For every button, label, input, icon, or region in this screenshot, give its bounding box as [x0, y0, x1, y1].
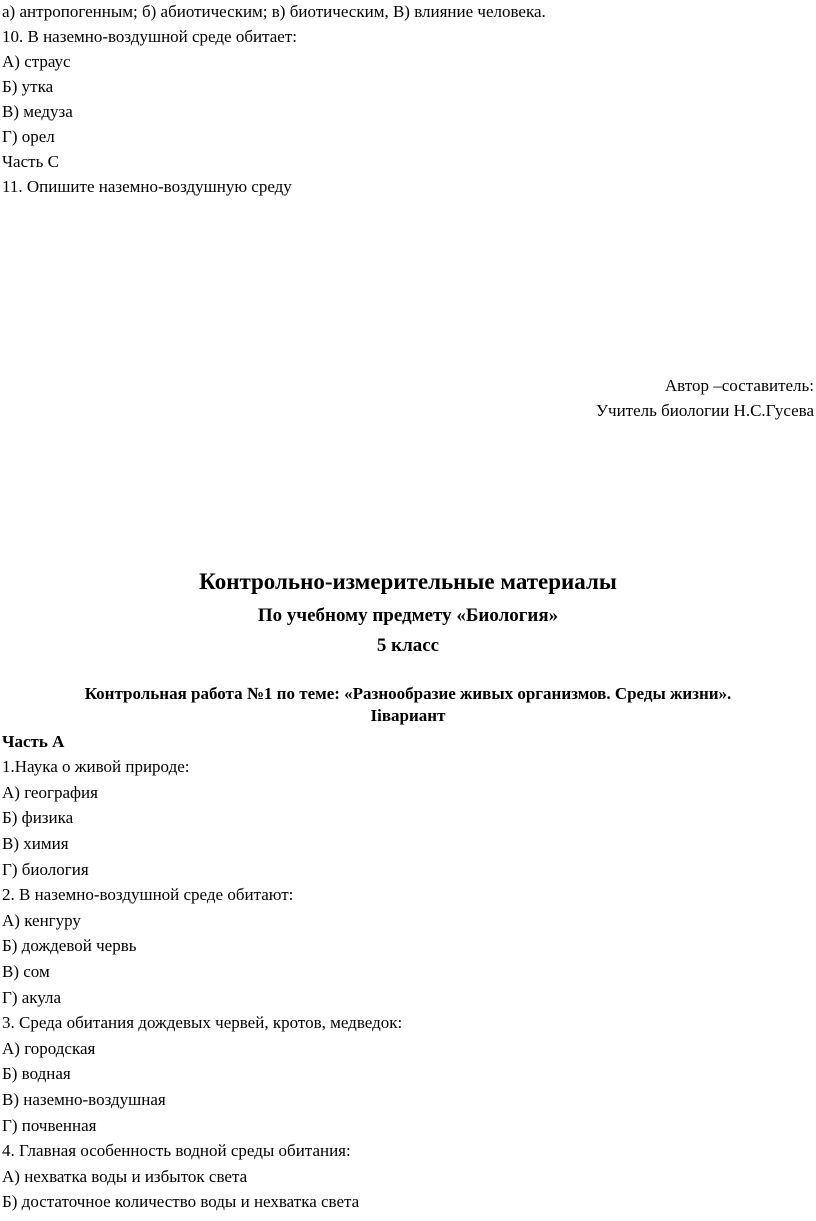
q10-option-d: Г) орел: [2, 127, 55, 146]
document-title: Контрольно-измерительные материалы: [199, 569, 617, 594]
answer-options-line: а) антропогенным; б) абиотическим; в) биотическим, В) влияние человека.: [2, 2, 546, 21]
question-2: 2. В наземно-воздушной среде обитают:: [2, 885, 294, 904]
part-c-heading: Часть С: [2, 152, 59, 171]
q2-option-c: В) сом: [2, 962, 50, 981]
q2-option-d: Г) акула: [2, 988, 62, 1007]
q1-option-d: Г) биология: [2, 860, 89, 879]
q3-option-a: А) городская: [2, 1039, 96, 1058]
q10-option-c: В) медуза: [2, 102, 73, 121]
author-label: Автор –составитель:: [664, 376, 814, 395]
q2-option-a: А) кенгуру: [2, 911, 81, 930]
grade-title: 5 класс: [376, 635, 440, 656]
q2-option-b: Б) дождевой червь: [2, 936, 137, 955]
q1-option-c: В) химия: [2, 834, 69, 853]
q10-option-b: Б) утка: [2, 77, 54, 96]
variant-label: Iiвариант: [370, 706, 446, 725]
q1-option-b: Б) физика: [2, 808, 74, 827]
q3-option-d: Г) почвенная: [2, 1116, 97, 1135]
subject-title: По учебному предмету «Биология»: [257, 605, 559, 626]
q3-option-c: В) наземно-воздушная: [2, 1090, 166, 1109]
question-10: 10. В наземно-воздушной среде обитает:: [2, 27, 297, 46]
author-name: Учитель биологии Н.С.Гусева: [595, 401, 814, 420]
question-3: 3. Среда обитания дождевых червей, кротов, медведок:: [2, 1013, 403, 1032]
q4-option-a: А) нехватка воды и избыток света: [2, 1167, 248, 1186]
q10-option-a: А) страус: [2, 52, 71, 71]
part-a-heading: Часть А: [2, 732, 65, 751]
question-11: 11. Опишите наземно-воздушную среду: [2, 177, 292, 196]
question-1: 1.Наука о живой природе:: [2, 757, 190, 776]
q1-option-a: А) география: [2, 783, 98, 802]
q4-option-b: Б) достаточное количество воды и нехватка света: [2, 1192, 360, 1211]
q3-option-b: Б) водная: [2, 1064, 71, 1083]
test-title: Контрольная работа №1 по теме: «Разнообразие живых организмов. Среды жизни».: [84, 684, 732, 703]
question-4: 4. Главная особенность водной среды обитания:: [2, 1141, 351, 1160]
